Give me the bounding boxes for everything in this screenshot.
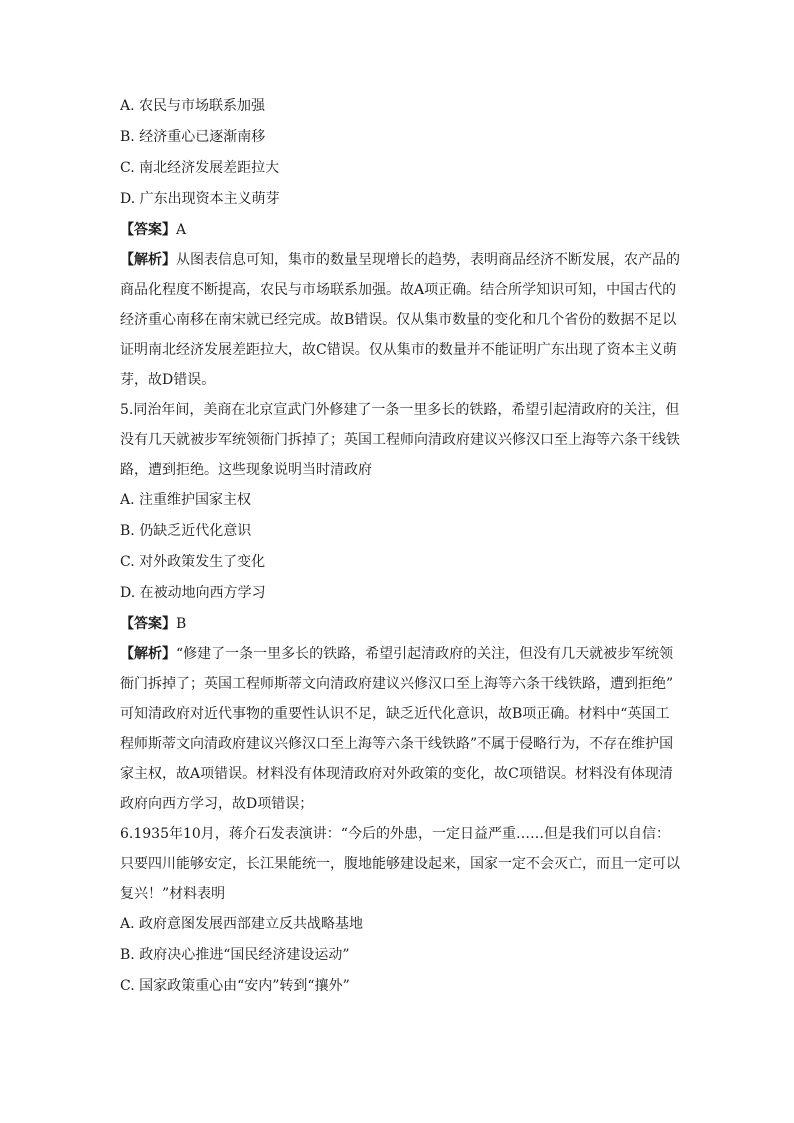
q5-analysis-line: 可知清政府对近代事物的重要性认识不足，缺乏近代化意识，故B项正确。材料中“英国工	[120, 706, 670, 722]
q5-option-b: B. 仍缺乏近代化意识	[120, 523, 252, 539]
q5-stem	[120, 401, 680, 479]
q5-answer-label: 【答案】	[120, 616, 176, 632]
q5-stem-line: 路，遭到拒绝。这些现象说明当时清政府	[120, 462, 372, 478]
q4-analysis-label: 【解析】	[120, 252, 176, 268]
q6-option-a: A. 政府意图发展西部建立反共战略基地	[120, 916, 364, 932]
q4-option-b: B. 经济重心已逐渐南移	[120, 129, 266, 145]
q4-option-d: D. 广东出现资本主义萌芽	[120, 191, 280, 207]
q4-analysis-line: 芽，故D错误。	[120, 372, 216, 388]
q4-analysis	[120, 251, 680, 389]
q6-stem-line: 6.1935年10月，蒋介石发表演讲：“今后的外患，一定日益严重……但是我们可以自信：	[120, 826, 670, 842]
q6-stem-line: 只要四川能够安定，长江果能统一，腹地能够建设起来，国家一定不会灭亡，而且一定可以	[120, 856, 680, 872]
q5-analysis-line: 程师斯蒂文向清政府建议兴修汉口至上海等六条干线铁路”不属于侵略行为，不存在维护国	[120, 736, 674, 752]
q6-stem	[120, 825, 680, 903]
document-page	[120, 97, 680, 1008]
q5-analysis-text: “修建了一条一里多长的铁路，希望引起清政府的关注，但没有几天就被步军统领	[176, 646, 674, 662]
q6-option-c: C. 国家政策重心由“安内”转到“攘外”	[120, 978, 350, 994]
q4-analysis-line: 商品化程度不断提高，农民与市场联系加强。故A项正确。结合所学知识可知，中国古代的	[120, 282, 677, 298]
q4-analysis-line: 证明南北经济发展差距拉大，故C错误。仅从集市的数量并不能证明广东出现了资本主义萌	[120, 342, 677, 358]
q5-analysis	[120, 645, 680, 813]
q4-answer	[120, 221, 680, 239]
q4-analysis-line: 经济重心南移在南宋就已经完成。故B错误。仅从集市数量的变化和几个省份的数据不足以	[120, 312, 677, 328]
q4-answer-value: A	[176, 222, 187, 238]
q6-stem-line: 复兴！”材料表明	[120, 886, 226, 902]
q5-analysis-line: 衙门拆掉了；英国工程师斯蒂文向清政府建议兴修汉口至上海等六条干线铁路，遭到拒绝”	[120, 676, 674, 692]
q5-option-c: C. 对外政策发生了变化	[120, 554, 266, 570]
q4-option-c: C. 南北经济发展差距拉大	[120, 160, 280, 176]
q4-answer-label: 【答案】	[120, 222, 176, 238]
q5-stem-line: 没有几天就被步军统领衙门拆掉了；英国工程师向清政府建议兴修汉口至上海等六条干线铁	[120, 432, 680, 448]
q5-analysis-label: 【解析】	[120, 646, 176, 662]
q5-analysis-line	[120, 645, 680, 663]
q5-option-d: D. 在被动地向西方学习	[120, 585, 266, 601]
q4-analysis-line	[120, 251, 680, 269]
q4-option-a: A. 农民与市场联系加强	[120, 98, 266, 114]
q5-option-a: A. 注重维护国家主权	[120, 492, 252, 508]
q4-analysis-text: 从图表信息可知，集市的数量呈现增长的趋势，表明商品经济不断发展，农产品的	[176, 252, 680, 268]
q5-answer-value: B	[176, 616, 187, 632]
q5-analysis-line: 政府向西方学习，故D项错误；	[120, 796, 314, 812]
q5-analysis-line: 家主权，故A项错误。材料没有体现清政府对外政策的变化，故C项错误。材料没有体现清	[120, 766, 673, 782]
q5-answer	[120, 615, 680, 633]
q6-option-b: B. 政府决心推进“国民经济建设运动”	[120, 947, 350, 963]
q5-stem-line: 5.同治年间，美商在北京宣武门外修建了一条一里多长的铁路，希望引起清政府的关注，但	[120, 402, 680, 418]
